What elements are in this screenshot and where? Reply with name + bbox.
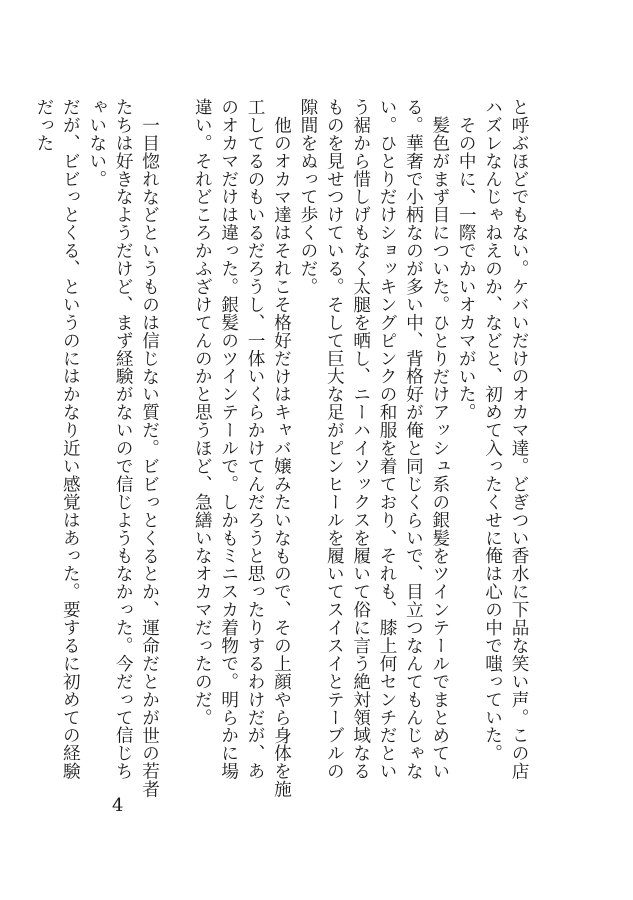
paragraph: だが、ビビっとくる、というのにはかなり近い感覚はあった。要するに初めての経験だった bbox=[33, 98, 81, 781]
section-break bbox=[163, 98, 189, 798]
paragraph: 一目惚れなどというものは信じない質だ。ビビっとくるとか、運命だとかが世の若者たちは好きなようだけど、まず経験がないので信じようもなかった。今だって信じちゃいない。 bbox=[86, 98, 160, 798]
page-number: 4 bbox=[112, 795, 124, 816]
body-text bbox=[33, 98, 532, 798]
paragraph: と呼ぶほどでもない。ケバいだけのオカマ達。どぎつい香水に下品な笑い声。この店ハズレなんじゃねえのか、などと、初めて入ったくせに俺は心の中で嗤っていた。 bbox=[482, 98, 529, 781]
paragraph: その中に、一際でかいオカマがいた。 bbox=[456, 115, 477, 421]
paragraph: 他のオカマ達はそれこそ格好だけはキャバ嬢みたいなもので、その上顔やら身体を施工してるのもいるだろうし、一体いくらかけてんだろうと思ったりするわけだが、あのオカマだけは違った。銀髪のツインテールで。しかもミニスカ着物で。明らかに場違い。それどころかふざけてんのかと思うほど、急繕いなオカマだったのだ。 bbox=[192, 98, 292, 798]
paragraph: 髪色がまず目についた。ひとりだけアッシュ系の銀髪をツインテールでまとめている。華奢で小柄なのが多い中、背格好が俺と同じくらいで、目立つなんてもんじゃない。ひとりだけショッキングピンクの和服を着ており、それも、膝上何センチだという裾から惜しげもなく太腿を晒し、ニーハイソックスを履いて俗に言う絶対領域なるものを見せつけている。そして巨大な足がピンヒールを履いてスイスイとテーブルの隙間をぬって歩くのだ。 bbox=[297, 98, 450, 781]
